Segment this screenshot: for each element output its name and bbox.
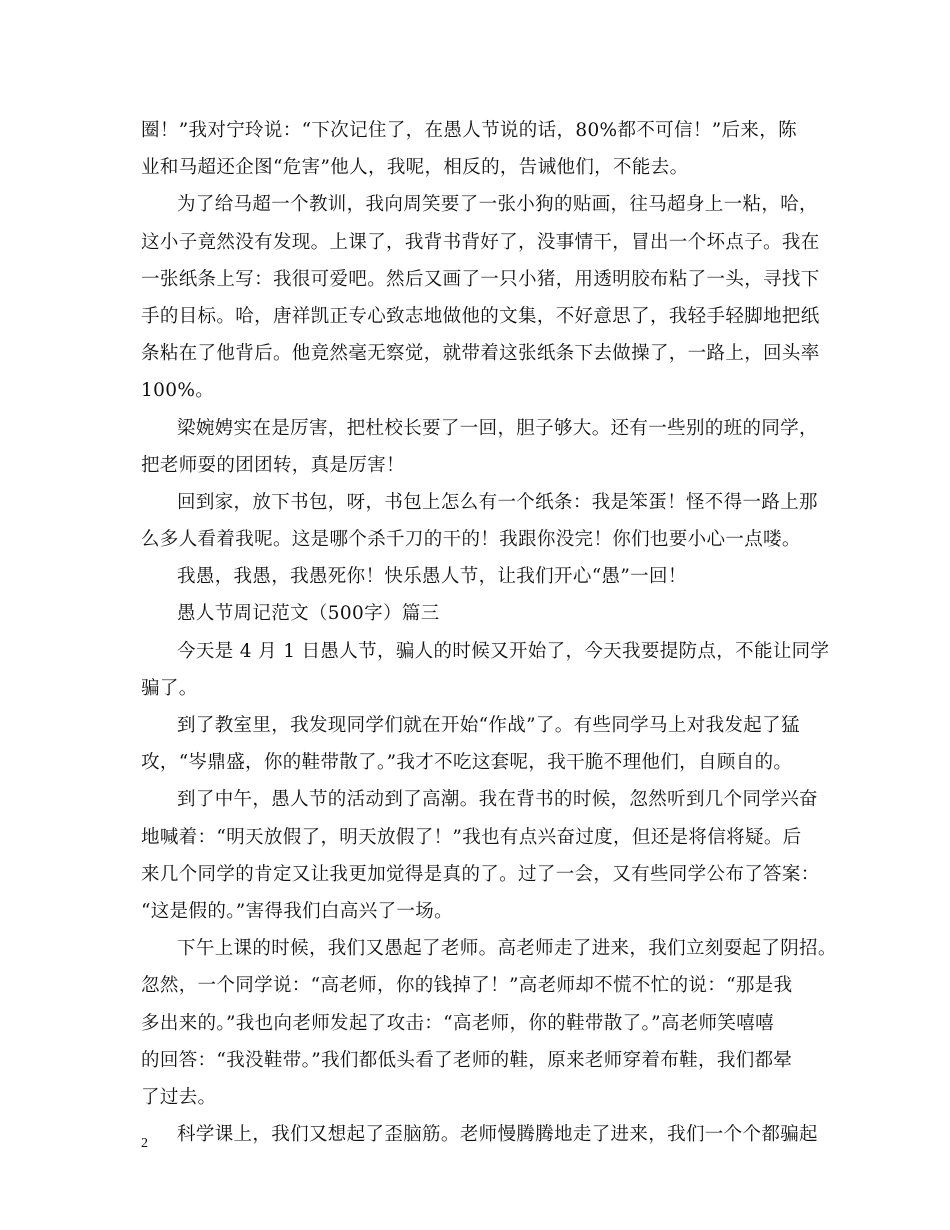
text-line: 来几个同学的肯定又让我更加觉得是真的了。过了一会，又有些同学公布了答案： bbox=[141, 863, 820, 885]
document-body bbox=[141, 112, 837, 1153]
text-line: 回到家，放下书包，呀，书包上怎么有一个纸条：我是笨蛋！怪不得一路上那 bbox=[177, 491, 818, 513]
text-line: 为了给马超一个教训，我向周笑要了一张小狗的贴画，往马超身上一粘，哈， bbox=[177, 194, 818, 216]
text-line: 愚人节周记范文（500字）篇三 bbox=[177, 603, 440, 625]
text-line: 么多人看着我呢。这是哪个杀千刀的干的！我跟你没完！你们也要小心一点喽。 bbox=[141, 529, 801, 551]
text-line: 的回答：“我没鞋带。”我们都低头看了老师的鞋，原来老师穿着布鞋，我们都晕 bbox=[141, 1049, 793, 1071]
text-line: 攻，“岑鼎盛，你的鞋带散了。”我才不吃这套呢，我干脆不理他们，自顾自的。 bbox=[141, 752, 793, 774]
text-line: 梁婉娉实在是厉害，把杜校长要了一回，胆子够大。还有一些别的班的同学， bbox=[177, 417, 818, 439]
text-line: 100%。 bbox=[141, 380, 215, 402]
text-line: 忽然，一个同学说：“高老师，你的钱掉了！”高老师却不慌不忙的说：“那是我 bbox=[141, 975, 793, 997]
text-line: 了过去。 bbox=[141, 1086, 217, 1108]
text-line: 一张纸条上写：我很可爱吧。然后又画了一只小猪，用透明胶布粘了一头，寻找下 bbox=[141, 268, 820, 290]
text-line: 到了中午，愚人节的活动到了高潮。我在背书的时候，忽然听到几个同学兴奋 bbox=[177, 789, 818, 811]
text-line: 条粘在了他背后。他竟然毫无察觉，就带着这张纸条下去做操了，一路上，回头率 bbox=[141, 343, 820, 365]
text-line: 今天是 4 月 1 日愚人节，骗人的时候又开始了，今天我要提防点，不能让同学 bbox=[177, 640, 830, 662]
text-line: 下午上课的时候，我们又愚起了老师。高老师走了进来，我们立刻耍起了阴招。 bbox=[177, 938, 837, 960]
text-line: 地喊着：“明天放假了，明天放假了！”我也有点兴奋过度，但还是将信将疑。后 bbox=[141, 826, 802, 848]
text-line: “这是假的。”害得我们白高兴了一场。 bbox=[141, 900, 453, 922]
text-line: 手的目标。哈，唐祥凯正专心致志地做他的文集，不好意思了，我轻手轻脚地把纸 bbox=[141, 305, 820, 327]
text-line: 把老师耍的团团转，真是厉害！ bbox=[141, 454, 405, 476]
text-line: 科学课上，我们又想起了歪脑筋。老师慢腾腾地走了进来，我们一个个都骗起 bbox=[177, 1124, 818, 1146]
text-line: 到了教室里，我发现同学们就在开始“作战”了。有些同学马上对我发起了猛 bbox=[177, 715, 800, 736]
text-line: 骗了。 bbox=[141, 677, 198, 699]
text-line: 圈！”我对宁玲说：“下次记住了，在愚人节说的话，80%都不可信！”后来，陈 bbox=[141, 120, 797, 141]
text-line: 这小子竟然没有发现。上课了，我背书背好了，没事情干，冒出一个坏点子。我在 bbox=[141, 231, 820, 253]
page-number: 2 bbox=[141, 1136, 148, 1151]
text-line: 多出来的。”我也向老师发起了攻击：“高老师，你的鞋带散了。”高老师笑嘻嘻 bbox=[141, 1012, 774, 1034]
text-line: 我愚，我愚，我愚死你！快乐愚人节，让我们开心“愚”一回！ bbox=[177, 566, 687, 588]
text-line: 业和马超还企图“危害”他人，我呢，相反的，告诫他们，不能去。 bbox=[141, 157, 689, 179]
